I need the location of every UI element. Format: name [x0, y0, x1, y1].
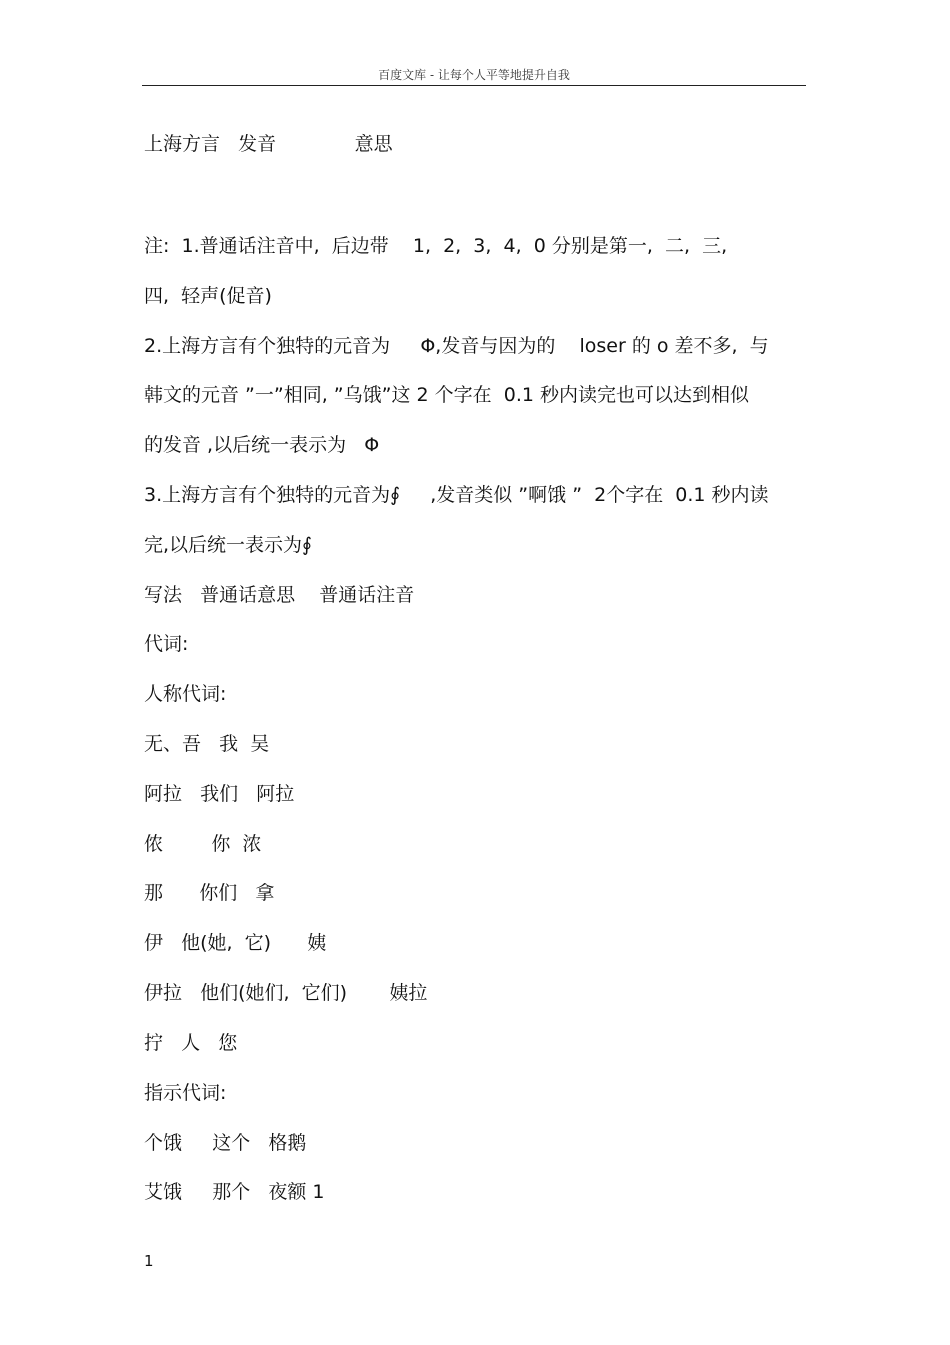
- text-line: 伊 他(她, 它) 姨: [144, 932, 327, 954]
- text-line: 写法 普通话意思 普通话注音: [144, 584, 415, 606]
- text-line: 指示代词:: [144, 1082, 227, 1104]
- text-line: 四, 轻声(促音): [144, 285, 272, 307]
- text-line: 伊拉 他们(她们, 它们) 姨拉: [144, 982, 428, 1004]
- text-line: 无、吾 我 吴: [144, 733, 270, 755]
- text-line: 人称代词:: [144, 683, 227, 705]
- text-line: 3.上海方言有个独特的元音为∮ ,发音类似 ”啊饿 ” 2个字在 0.1 秒内读: [144, 484, 769, 506]
- text-line: 完,以后统一表示为∮: [144, 534, 312, 556]
- text-line: 的发音 ,以后统一表示为 Φ: [144, 434, 380, 456]
- page-number: 1: [144, 1252, 154, 1270]
- text-line: 侬 你 浓: [144, 833, 262, 855]
- text-line: 注: 1.普通话注音中, 后边带 1, 2, 3, 4, 0 分别是第一, 二, 三,: [144, 235, 728, 257]
- text-line: 个饿 这个 格鹅: [144, 1132, 307, 1154]
- text-line: 艾饿 那个 夜额 1: [144, 1181, 325, 1203]
- text-line: 韩文的元音 ”一”相同, ”乌饿”这 2 个字在 0.1 秒内读完也可以达到相似: [144, 384, 749, 406]
- text-line: 阿拉 我们 阿拉: [144, 783, 295, 805]
- header-rule: [142, 85, 806, 86]
- text-line: 上海方言 发音 意思: [144, 133, 393, 155]
- text-line: 2.上海方言有个独特的元音为 Φ,发音与因为的 loser 的 o 差不多, 与: [144, 335, 769, 357]
- text-line: 代词:: [144, 633, 189, 655]
- text-line: 那 你们 拿: [144, 882, 275, 904]
- page-header: 百度文库 - 让每个人平等地提升自我: [378, 68, 570, 82]
- text-line: 拧 人 您: [144, 1032, 238, 1054]
